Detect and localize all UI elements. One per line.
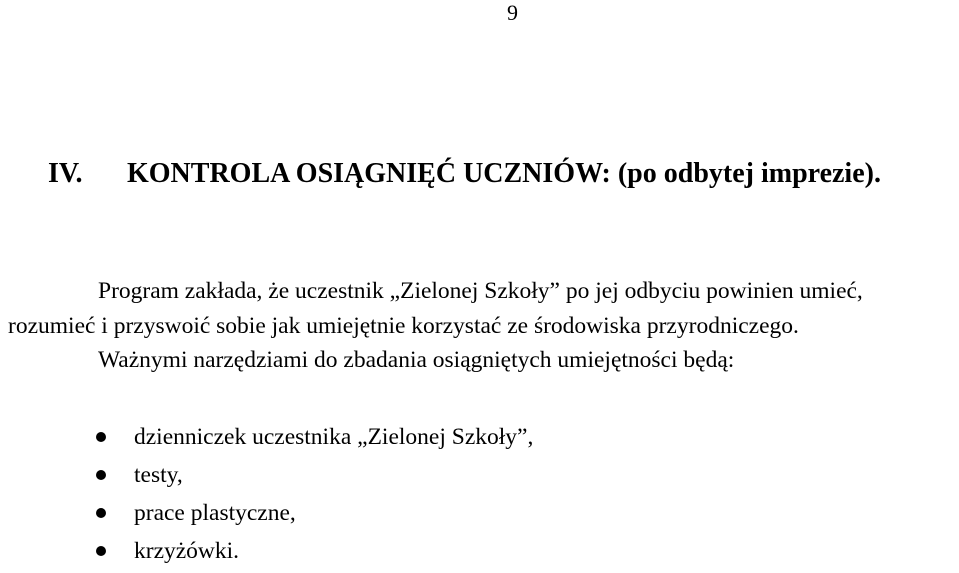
bullet-icon bbox=[96, 470, 106, 480]
page-number: 9 bbox=[507, 0, 518, 25]
section-heading bbox=[48, 156, 953, 191]
list-item-label: krzyżówki. bbox=[134, 538, 240, 564]
list-item bbox=[0, 532, 533, 570]
bullet-icon bbox=[96, 432, 106, 442]
list-item-label: prace plastyczne, bbox=[134, 500, 296, 526]
list-item bbox=[0, 494, 533, 532]
tools-intro-paragraph: Ważnymi narzędziami do zbadania osiągniętych umiejętności będą: bbox=[98, 347, 735, 373]
list-item bbox=[0, 456, 533, 494]
tools-list bbox=[0, 418, 533, 570]
section-number: IV. bbox=[48, 158, 83, 189]
program-paragraph: Program zakłada, że uczestnik „Zielonej Szkoły” po jej odbyciu powinien umieć, rozumieć i przyswoić sobie jak umiejętnie korzystać ze środowiska przyrodniczego. bbox=[8, 278, 863, 339]
bullet-icon bbox=[96, 546, 106, 556]
section-title: KONTROLA OSIĄGNIĘĆ UCZNIÓW: (po odbytej imprezie). bbox=[127, 158, 881, 189]
bullet-icon bbox=[96, 508, 106, 518]
list-item-label: dzienniczek uczestnika „Zielonej Szkoły”, bbox=[134, 424, 534, 450]
list-item bbox=[0, 418, 533, 456]
body-text bbox=[8, 274, 953, 378]
list-item-label: testy, bbox=[134, 462, 183, 488]
